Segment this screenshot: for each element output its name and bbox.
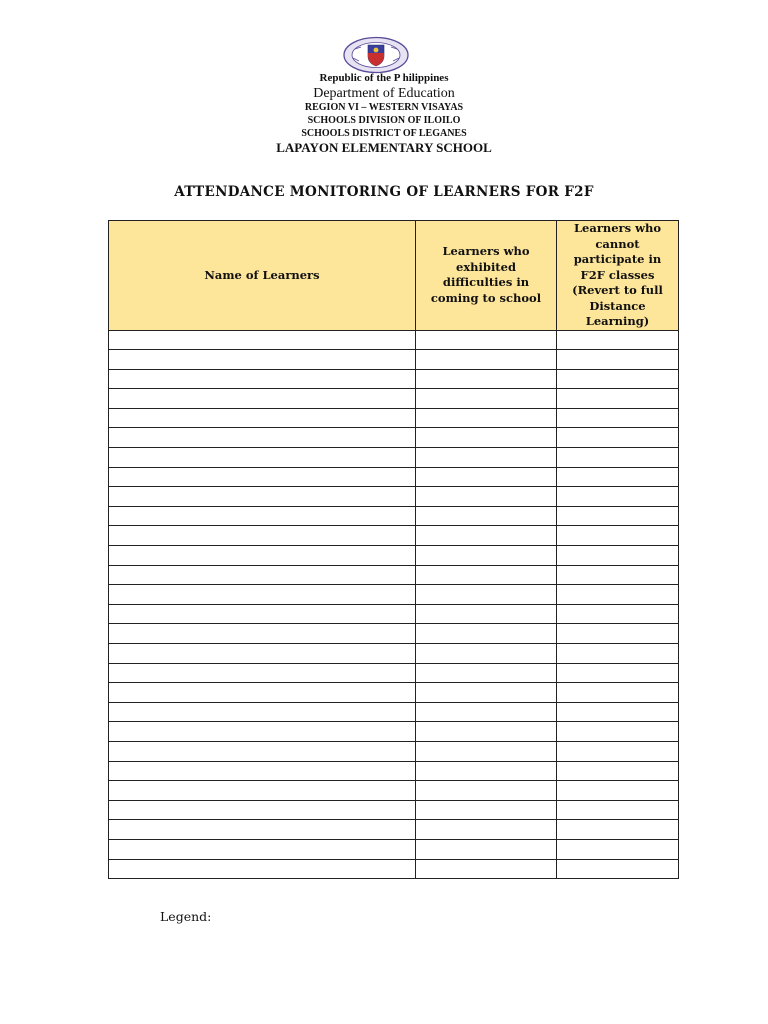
distance-learning-cell[interactable]: [557, 604, 679, 624]
table-row: [109, 428, 679, 448]
distance-learning-cell[interactable]: [557, 644, 679, 664]
distance-learning-cell[interactable]: [557, 565, 679, 585]
table-row: [109, 839, 679, 859]
learner-name-cell[interactable]: [109, 408, 416, 428]
table-row: [109, 820, 679, 840]
table-row: [109, 800, 679, 820]
learner-name-cell[interactable]: [109, 526, 416, 546]
distance-learning-cell[interactable]: [557, 330, 679, 350]
learner-name-cell[interactable]: [109, 585, 416, 605]
learner-name-cell[interactable]: [109, 761, 416, 781]
difficulty-cell[interactable]: [416, 487, 557, 507]
distance-learning-cell[interactable]: [557, 585, 679, 605]
difficulty-cell[interactable]: [416, 526, 557, 546]
table-row: [109, 663, 679, 683]
difficulty-cell[interactable]: [416, 546, 557, 566]
column-header-difficulties: Learners who exhibited difficulties in coming to school: [416, 221, 557, 331]
table-row: [109, 467, 679, 487]
difficulty-cell[interactable]: [416, 663, 557, 683]
learner-name-cell[interactable]: [109, 859, 416, 879]
column-header-name: Name of Learners: [109, 221, 416, 331]
table-row: [109, 330, 679, 350]
table-row: [109, 526, 679, 546]
learner-name-cell[interactable]: [109, 624, 416, 644]
difficulty-cell[interactable]: [416, 408, 557, 428]
form-title: ATTENDANCE MONITORING OF LEARNERS FOR F2F: [174, 184, 594, 200]
difficulty-cell[interactable]: [416, 839, 557, 859]
difficulty-cell[interactable]: [416, 506, 557, 526]
table-body: [109, 330, 679, 879]
learner-name-cell[interactable]: [109, 467, 416, 487]
distance-learning-cell[interactable]: [557, 702, 679, 722]
distance-learning-cell[interactable]: [557, 506, 679, 526]
difficulty-cell[interactable]: [416, 722, 557, 742]
distance-learning-cell[interactable]: [557, 448, 679, 468]
difficulty-cell[interactable]: [416, 428, 557, 448]
distance-learning-cell[interactable]: [557, 350, 679, 370]
distance-learning-cell[interactable]: [557, 526, 679, 546]
table-row: [109, 722, 679, 742]
difficulty-cell[interactable]: [416, 781, 557, 801]
difficulty-cell[interactable]: [416, 800, 557, 820]
difficulty-cell[interactable]: [416, 369, 557, 389]
region-name: REGION VI – WESTERN VISAYAS: [304, 102, 464, 113]
difficulty-cell[interactable]: [416, 644, 557, 664]
distance-learning-cell[interactable]: [557, 859, 679, 879]
learner-name-cell[interactable]: [109, 350, 416, 370]
distance-learning-cell[interactable]: [557, 389, 679, 409]
table-row: [109, 369, 679, 389]
table-row: [109, 859, 679, 879]
difficulty-cell[interactable]: [416, 741, 557, 761]
difficulty-cell[interactable]: [416, 448, 557, 468]
table-row: [109, 644, 679, 664]
distance-learning-cell[interactable]: [557, 624, 679, 644]
difficulty-cell[interactable]: [416, 604, 557, 624]
learner-name-cell[interactable]: [109, 330, 416, 350]
difficulty-cell[interactable]: [416, 350, 557, 370]
table-row: [109, 389, 679, 409]
country-name: Republic of the P hilippines: [319, 72, 449, 84]
difficulty-cell[interactable]: [416, 702, 557, 722]
department-name: Department of Education: [313, 86, 455, 101]
learner-name-cell[interactable]: [109, 448, 416, 468]
learner-name-cell[interactable]: [109, 741, 416, 761]
distance-learning-cell[interactable]: [557, 781, 679, 801]
learner-name-cell[interactable]: [109, 546, 416, 566]
distance-learning-cell[interactable]: [557, 428, 679, 448]
learner-name-cell[interactable]: [109, 644, 416, 664]
learner-name-cell[interactable]: [109, 683, 416, 703]
distance-learning-cell[interactable]: [557, 487, 679, 507]
distance-learning-cell[interactable]: [557, 839, 679, 859]
difficulty-cell[interactable]: [416, 624, 557, 644]
district-name: SCHOOLS DISTRICT OF LEGANES: [301, 128, 467, 139]
legend-label: Legend:: [160, 909, 212, 924]
difficulty-cell[interactable]: [416, 467, 557, 487]
table-row: [109, 683, 679, 703]
learner-name-cell[interactable]: [109, 565, 416, 585]
table-row: [109, 448, 679, 468]
table-row: [109, 487, 679, 507]
table-row: [109, 741, 679, 761]
difficulty-cell[interactable]: [416, 820, 557, 840]
difficulty-cell[interactable]: [416, 389, 557, 409]
table-row: [109, 350, 679, 370]
deped-seal-icon: [341, 36, 411, 74]
division-name: SCHOOLS DIVISION OF ILOILO: [307, 115, 461, 126]
table-row: [109, 781, 679, 801]
learner-name-cell[interactable]: [109, 428, 416, 448]
difficulty-cell[interactable]: [416, 859, 557, 879]
distance-learning-cell[interactable]: [557, 722, 679, 742]
distance-learning-cell[interactable]: [557, 663, 679, 683]
learner-name-cell[interactable]: [109, 820, 416, 840]
difficulty-cell[interactable]: [416, 683, 557, 703]
distance-learning-cell[interactable]: [557, 800, 679, 820]
difficulty-cell[interactable]: [416, 330, 557, 350]
learner-name-cell[interactable]: [109, 839, 416, 859]
table-row: [109, 761, 679, 781]
difficulty-cell[interactable]: [416, 761, 557, 781]
learner-name-cell[interactable]: [109, 487, 416, 507]
table-header-row: [109, 221, 679, 331]
table-row: [109, 585, 679, 605]
learner-name-cell[interactable]: [109, 800, 416, 820]
table-row: [109, 702, 679, 722]
distance-learning-cell[interactable]: [557, 546, 679, 566]
distance-learning-cell[interactable]: [557, 408, 679, 428]
distance-learning-cell[interactable]: [557, 369, 679, 389]
table-row: [109, 546, 679, 566]
learner-name-cell[interactable]: [109, 702, 416, 722]
distance-learning-cell[interactable]: [557, 467, 679, 487]
distance-learning-cell[interactable]: [557, 683, 679, 703]
learner-name-cell[interactable]: [109, 604, 416, 624]
learner-name-cell[interactable]: [109, 781, 416, 801]
table-row: [109, 408, 679, 428]
distance-learning-cell[interactable]: [557, 761, 679, 781]
difficulty-cell[interactable]: [416, 565, 557, 585]
difficulty-cell[interactable]: [416, 585, 557, 605]
distance-learning-cell[interactable]: [557, 741, 679, 761]
school-name: LAPAYON ELEMENTARY SCHOOL: [276, 140, 492, 155]
learner-name-cell[interactable]: [109, 722, 416, 742]
learner-name-cell[interactable]: [109, 663, 416, 683]
attendance-table: [108, 220, 679, 879]
table-row: [109, 624, 679, 644]
table-row: [109, 565, 679, 585]
distance-learning-cell[interactable]: [557, 820, 679, 840]
learner-name-cell[interactable]: [109, 389, 416, 409]
column-header-distance-learning: Learners who cannot participate in F2F classes (Revert to full Distance Learning): [557, 221, 679, 331]
learner-name-cell[interactable]: [109, 369, 416, 389]
table-row: [109, 506, 679, 526]
table-row: [109, 604, 679, 624]
learner-name-cell[interactable]: [109, 506, 416, 526]
